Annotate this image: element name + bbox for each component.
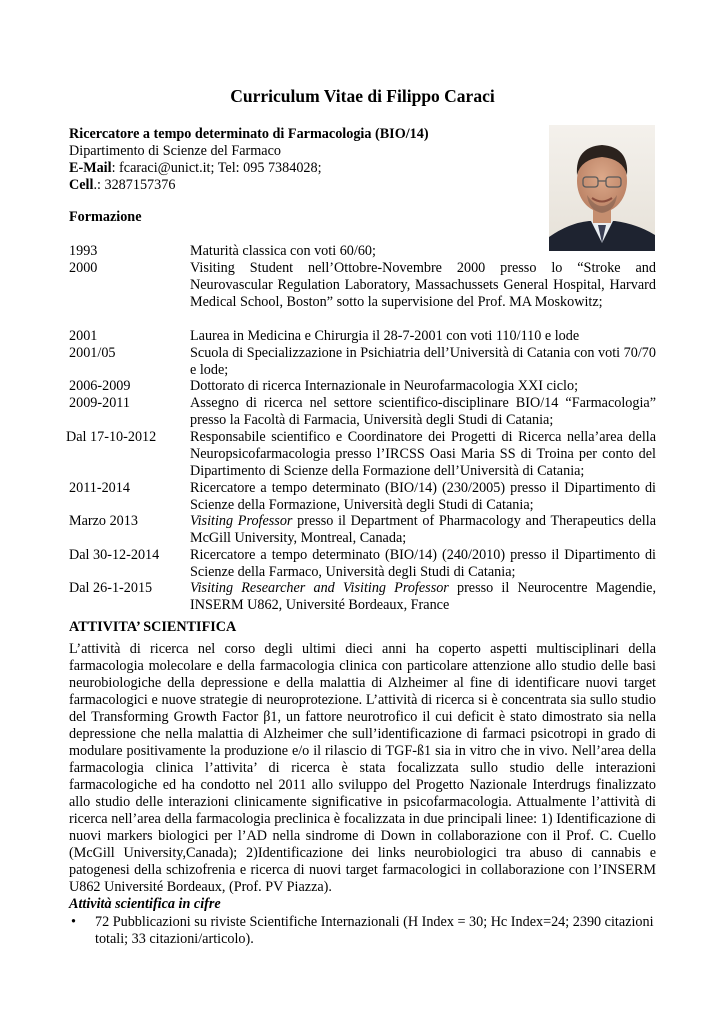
list-item-year: Dal 26-1-2015 [69, 580, 153, 596]
list-item [69, 395, 656, 429]
list-item-year: 2001/05 [69, 345, 116, 361]
list-item [69, 328, 656, 345]
list-item-text: Dottorato di ricerca Internazionale in Neurofarmacologia XXI ciclo; [190, 378, 579, 394]
list-item [69, 243, 656, 260]
page-title: Curriculum Vitae di Filippo Caraci [230, 86, 495, 106]
bullet-text: 72 Pubblicazioni su riviste Scientifiche Internazionali (H Index = 30; Hc Index=24; 2390 citazioni totali; 33 citazioni/articolo). [95, 914, 654, 947]
list-item [69, 547, 656, 581]
list-item-year: 2009-2011 [69, 395, 130, 411]
list-item-italic: Visiting Professor [190, 513, 293, 529]
position-title: Ricercatore a tempo determinato di Farmacologia (BIO/14) [69, 126, 429, 142]
list-item [69, 345, 656, 379]
list-item-text: Ricercatore a tempo determinato (BIO/14) (240/2010) presso il Dipartimento di Scienze della Farmaco, Università degli Studi di Catania; [190, 547, 656, 580]
email-value: : fcaraci@unict.it; Tel: 095 7384028; [111, 160, 322, 176]
list-item [69, 513, 656, 547]
email-label: E-Mail [69, 160, 112, 176]
list-item [69, 260, 656, 328]
list-item-text: Scuola di Specializzazione in Psichiatria dell’Università di Catania con voti 70/70 e lode; [190, 345, 656, 378]
formazione-heading: Formazione [69, 209, 142, 225]
list-item-year: Dal 17-10-2012 [66, 429, 157, 445]
list-item-year: 2011-2014 [69, 480, 130, 496]
cell-value: .: 3287157376 [93, 177, 176, 193]
list-item-text: Visiting Student nell’Ottobre-Novembre 2000 presso lo “Stroke and Neurovascular Regulation Laboratory, Massachussets General Hospital, Harvard Medical School, Boston” sotto la supervisione del Prof. MA Moskowitz; [190, 260, 656, 310]
list-item-year: 2000 [69, 260, 98, 276]
department: Dipartimento di Scienze del Farmaco [69, 143, 281, 159]
list-item-text: Assegno di ricerca nel settore scientifico-disciplinare BIO/14 “Farmacologia” presso la Facoltà di Farmacia, Università degli Studi di Catania; [190, 395, 656, 428]
list-item-year: 2006-2009 [69, 378, 131, 394]
cell-line [69, 177, 539, 194]
contact-header [69, 126, 539, 194]
list-item-text: Visiting Professor presso il Department of Pharmacology and Therapeutics della McGill University, Montreal, Canada; [190, 513, 656, 546]
list-item [66, 429, 656, 480]
list-item-italic: Visiting Researcher and Visiting Professor [190, 580, 449, 596]
list-item-text: Responsabile scientifico e Coordinatore dei Progetti di Ricerca nella’area della Neuropsicofarmacologia presso l’IRCSS Oasi Maria SS di Troina per conto del Dipartimento di Scienze della Formazione dell’Università di Catania; [190, 429, 656, 479]
list-item-text: Ricercatore a tempo determinato (BIO/14) (230/2005) presso il Dipartimento di Scienze della Formazione, Università degli Studi di Catania; [190, 480, 656, 513]
list-item-year: Marzo 2013 [69, 513, 138, 529]
list-item-year: 1993 [69, 243, 98, 259]
bullet-symbol: • [71, 914, 76, 930]
email-line [69, 160, 539, 177]
attivita-heading: ATTIVITA’ SCIENTIFICA [69, 619, 237, 635]
attivita-paragraph: L’attività di ricerca nel corso degli ultimi dieci anni ha coperto aspetti multisciplinari della farmacologia molecolare e della farmacologia clinica con particolare attenzione allo studio delle basi neurobiologiche della depressione e della malattia di Alzheimer al fine di identificare nuovi target farmacologici e nuove strategie di neuroprotezione. L’attività di ricerca si è concentrata sia sullo studio del Transforming Growth Factor β1, un fattore neurotrofico il cui deficit è stato dimostrato sia nella depressione che nella malattia di Alzheimer che sull’identificazione di farmaci psicotropi in grado di modulare positivamente la produzione e/o il rilascio di TGF-ß1 sia in vitro che in vivo. Nell’area della farmacologia clinica l’attivita’ di ricerca è stata focalizzata sullo studio delle interazioni farmacologiche ed ha condotto nel 2011 allo sviluppo del Progetto Nazionale Interdrugs finalizzato allo studio delle interazioni clinicamente significative in psicofarmacologia. Attualmente l’attività di ricerca nell’area della farmacologia preclinica è focalizzata in due principali linee: 1) Identificazione di nuovi markers biologici per l’AD nella sindrome di Down in collaborazione con il Prof. C. Cuello (McGill University,Canada); 2)Identificazione dei links neurobiologici tra abuso di cannabis e patogenesi della schizofrenia e ricerca di nuovi target farmacologici in collaborazione con l’INSERM U862 Université Bordeaux, (Prof. PV Piazza). [69, 641, 656, 895]
list-item [69, 580, 656, 614]
list-item-text: Laurea in Medicina e Chirurgia il 28-7-2001 con voti 110/110 e lode [190, 328, 580, 344]
list-item-text: Visiting Researcher and Visiting Professor presso il Neurocentre Magendie, INSERM U862, Université Bordeaux, France [190, 580, 656, 613]
list-item-year: 2001 [69, 328, 98, 344]
cell-label: Cell [69, 177, 94, 193]
profile-photo [549, 125, 655, 251]
list-item-year: Dal 30-12-2014 [69, 547, 160, 563]
list-item-text: Maturità classica con voti 60/60; [190, 243, 376, 259]
list-item [69, 378, 656, 395]
cifre-heading: Attività scientifica in cifre [69, 896, 221, 912]
list-item [69, 480, 656, 514]
